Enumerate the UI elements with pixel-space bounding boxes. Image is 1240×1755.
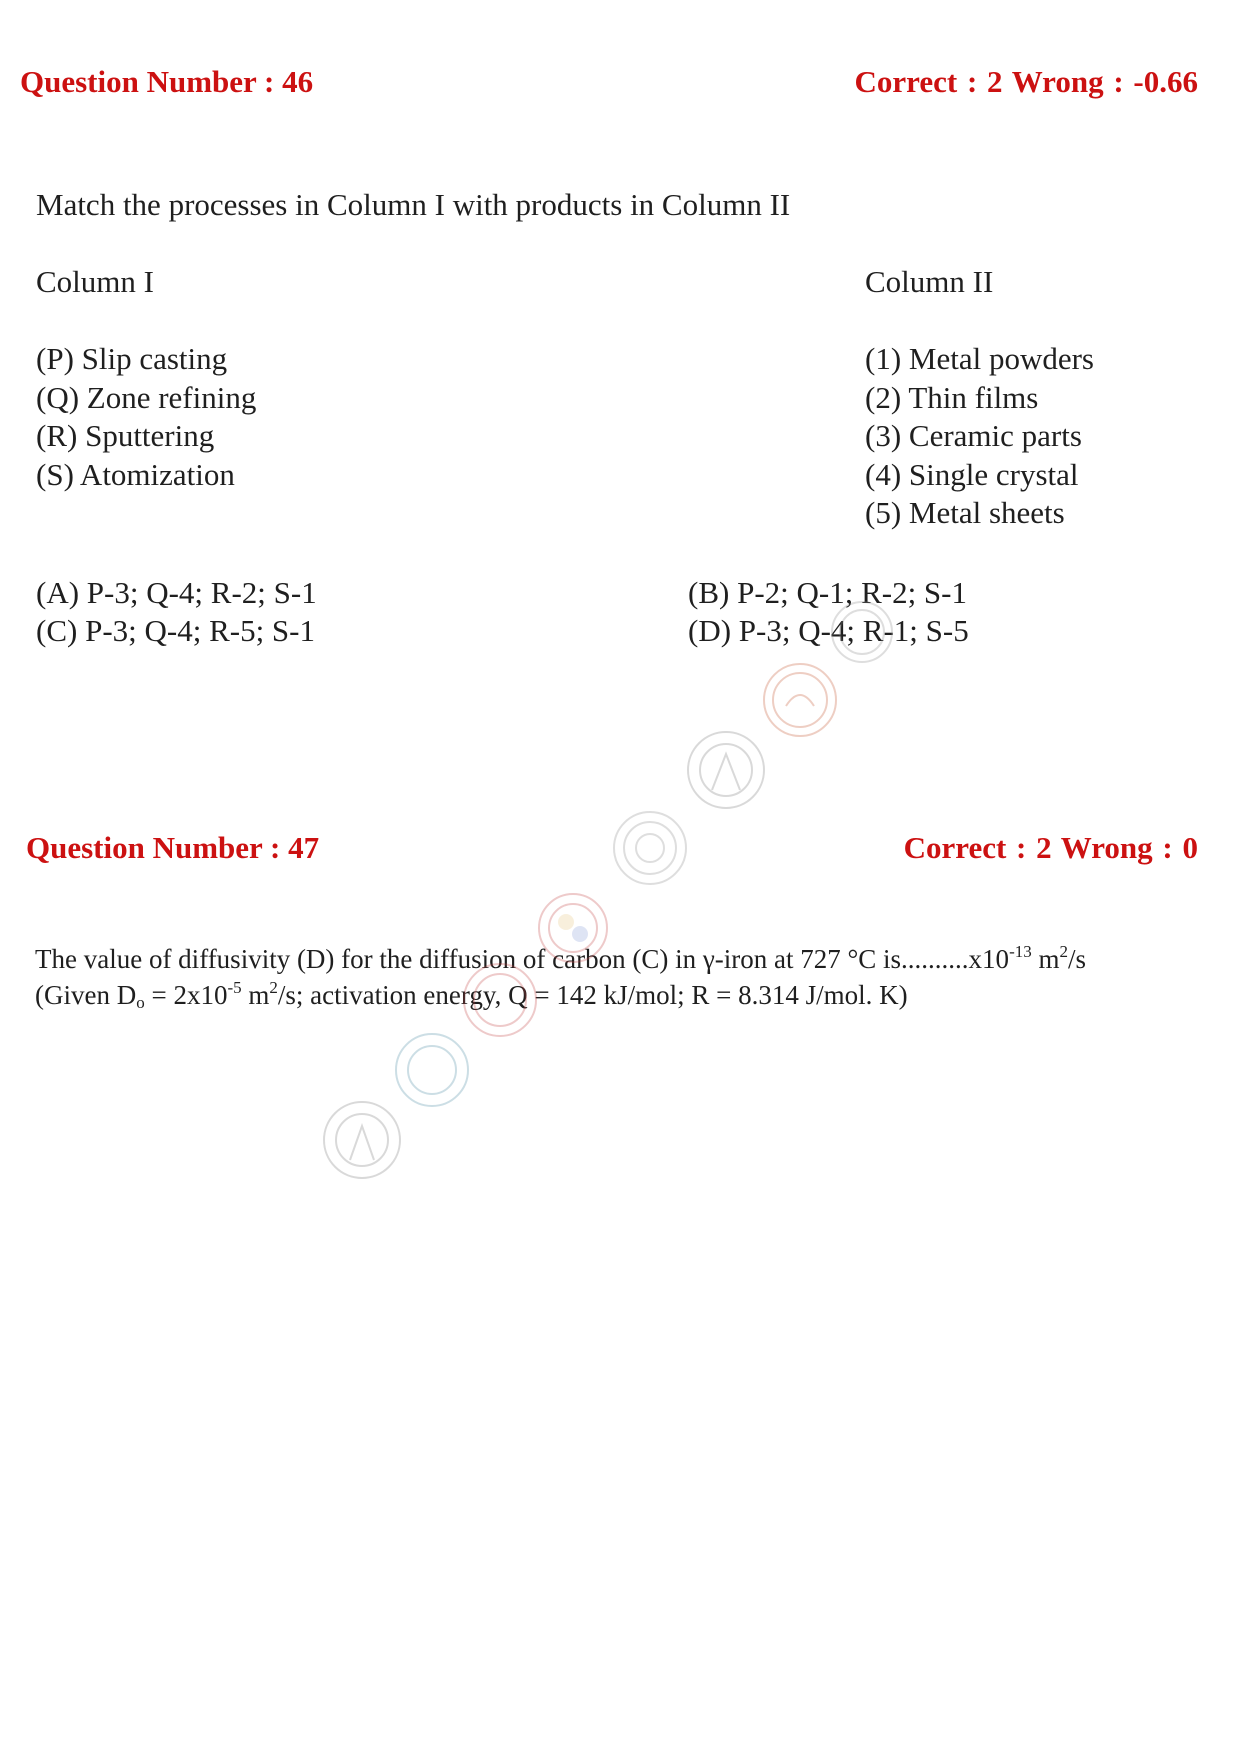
- q47-line2-value: = 2x10: [144, 980, 228, 1010]
- q47-line1-square: 2: [1059, 942, 1068, 961]
- q46-option-a: (A) P-3; Q-4; R-2; S-1: [36, 575, 317, 610]
- q47-number-label: Question Number : 47: [26, 830, 320, 865]
- watermark-seal-icon: [764, 664, 836, 736]
- q46-header: [0, 60, 1240, 110]
- q46-col1-item: (S) Atomization: [36, 456, 235, 492]
- q46-col1-item: (R) Sputtering: [36, 418, 215, 453]
- q46-col1-item: (P) Slip casting: [36, 341, 228, 376]
- q47-question-line2: [35, 977, 908, 1013]
- q46-col2-item: (2) Thin films: [865, 379, 1039, 415]
- q47-line2-square: 2: [269, 978, 278, 997]
- q46-column2-list: [865, 340, 1094, 533]
- q47-line2-rest: /s; activation energy, Q = 142 kJ/mol; R = 8.314 J/mol. K): [277, 980, 908, 1010]
- watermark-seal-icon: [396, 1034, 468, 1106]
- q47-line2-unit: m: [241, 980, 270, 1010]
- q47-header: [0, 826, 1240, 876]
- q46-col2-item: (5) Metal sheets: [865, 495, 1065, 530]
- q46-number-label: Question Number : 46: [20, 64, 314, 99]
- q46-column2-header: Column II: [865, 264, 994, 299]
- q47-line1-text: The value of diffusivity (D) for the diffusion of carbon (C) in γ-iron at 727 °C is..........x10: [35, 944, 1010, 974]
- q47-line2-text: (Given D: [35, 980, 137, 1010]
- watermark-seal-icon: [688, 732, 764, 808]
- q46-marks-label: Correct : 2 Wrong : -0.66: [854, 64, 1198, 99]
- q46-column1-header: Column I: [36, 264, 154, 299]
- q47-marks-label: Correct : 2 Wrong : 0: [903, 830, 1198, 865]
- q46-column1-list: [36, 340, 256, 494]
- q46-col2-item: (3) Ceramic parts: [865, 418, 1082, 453]
- q47-line1-unit: m: [1031, 944, 1060, 974]
- q46-option-b: (B) P-2; Q-1; R-2; S-1: [688, 575, 967, 610]
- q47-line1-exponent: -13: [1009, 942, 1032, 961]
- q47-line2-exponent: -5: [227, 978, 242, 997]
- q46-prompt: Match the processes in Column I with products in Column II: [36, 187, 791, 222]
- q46-col1-item: (Q) Zone refining: [36, 379, 257, 415]
- q46-option-c: (C) P-3; Q-4; R-5; S-1: [36, 613, 315, 648]
- q47-line2-subscript: o: [136, 993, 145, 1012]
- q46-col2-item: (4) Single crystal: [865, 456, 1079, 492]
- q46-col2-item: (1) Metal powders: [865, 341, 1094, 376]
- q46-option-d: (D) P-3; Q-4; R-1; S-5: [688, 613, 969, 648]
- q47-question-line1: [35, 941, 1086, 977]
- q47-line1-unit-tail: /s: [1068, 944, 1087, 974]
- watermark-seal-icon: [324, 1102, 400, 1178]
